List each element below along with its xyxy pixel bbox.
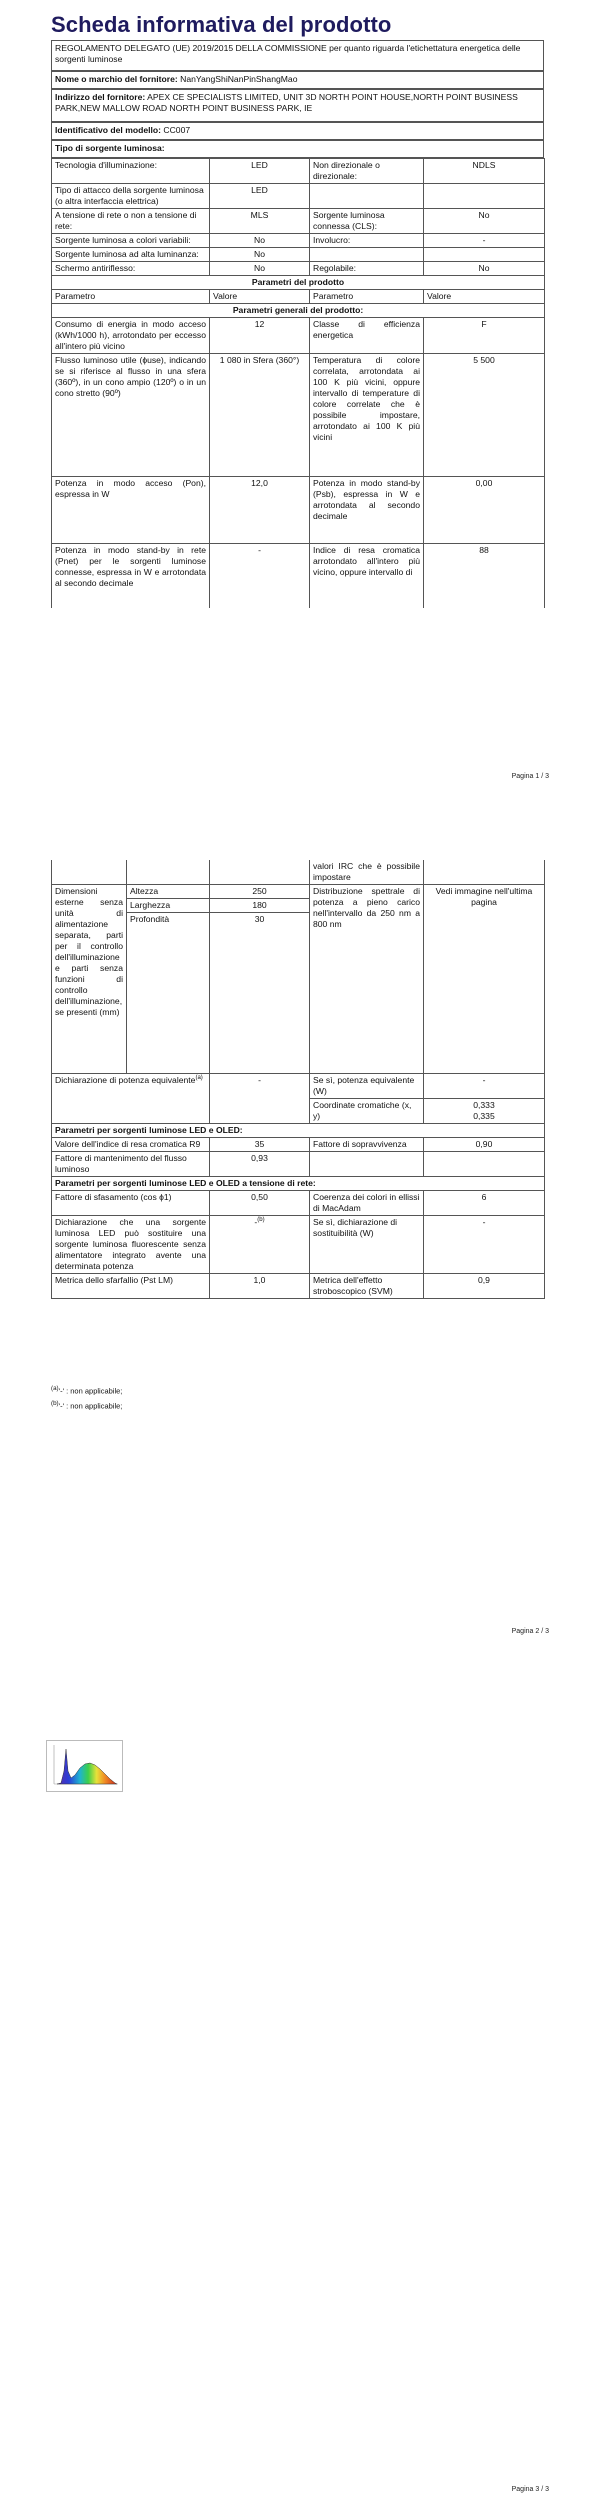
replacement-label: Dichiarazione che una sorgente luminosa LED può sostituire una sorgente luminosa fluorescente senza alimentatore integrato avente una determinata potenza [52, 1216, 210, 1274]
regulation-text: REGOLAMENTO DELEGATO (UE) 2019/2015 DELLA COMMISSIONE per quanto riguarda l'etichettatura energetica delle sorgenti luminose [55, 43, 521, 64]
table-row [52, 860, 545, 885]
table-row [52, 1216, 545, 1274]
table-cell: Consumo di energia in modo acceso (kWh/1000 h), arrotondato per eccesso all'intero più vicino [52, 318, 210, 354]
table-cell: No [210, 234, 310, 248]
params-title: Parametri del prodotto [52, 276, 545, 290]
table-row [52, 184, 545, 209]
footnote-mark: (b) [51, 1400, 59, 1407]
macadam-label: Coerenza dei colori in ellissi di MacAdam [310, 1191, 424, 1216]
chroma-x: 0,333 [473, 1100, 495, 1110]
general-params-continued-table [51, 860, 545, 1299]
table-row [52, 544, 545, 609]
width-label: Larghezza [127, 899, 210, 913]
table-cell: 88 [424, 544, 545, 609]
height-label: Altezza [127, 885, 210, 899]
table-row [52, 1152, 545, 1177]
table-header: Valore [210, 290, 310, 304]
cell-text: Tipo di attacco della sorgente luminosa [55, 185, 204, 195]
chroma-y: 0,335 [473, 1111, 495, 1121]
table-cell: Sorgente luminosa a colori variabili: [52, 234, 210, 248]
spectrum-graphic [47, 1741, 122, 1791]
table-cell [424, 184, 545, 209]
table-cell: Potenza in modo acceso (Pon), espressa in W [52, 477, 210, 544]
table-row [52, 318, 545, 354]
table-cell: 5 500 [424, 354, 545, 477]
table-cell: 12,0 [210, 477, 310, 544]
table-row [52, 477, 545, 544]
svm-value: 0,9 [424, 1274, 545, 1299]
page-3 [0, 1690, 591, 2510]
table-cell: Schermo antiriflesso: [52, 262, 210, 276]
supplier-name: NanYangShiNanPinShangMao [180, 74, 298, 84]
table-header: Parametro [310, 290, 424, 304]
table-row [52, 248, 545, 262]
table-cell: NDLS [424, 159, 545, 184]
footnote-text: '-' : non applicabile; [58, 1386, 123, 1396]
table-cell: valori IRC che è possibile impostare [310, 860, 424, 885]
r9-label: Valore dell'indice di resa cromatica R9 [52, 1138, 210, 1152]
table-cell [424, 1152, 545, 1177]
table-cell [310, 1152, 424, 1177]
table-cell: No [210, 262, 310, 276]
page-1 [0, 0, 591, 793]
footnote-ref: (b) [257, 1217, 265, 1224]
table-row [52, 1138, 545, 1152]
chroma-value [424, 1099, 545, 1124]
table-header: Valore [424, 290, 545, 304]
table-cell: MLS [210, 209, 310, 234]
supplier-address-row [51, 89, 544, 122]
table-cell: Flusso luminoso utile (ɸuse), indicando se si riferisce al flusso in una sfera (360º), in un cono ampio (120º) o in un cono stretto (90º) [52, 354, 210, 477]
table-cell [210, 1216, 310, 1274]
maintenance-value: 0,93 [210, 1152, 310, 1177]
page-number: Pagina 2 / 3 [511, 1628, 549, 1635]
general-params-title: Parametri generali del prodotto: [52, 304, 545, 318]
survival-label: Fattore di sopravvivenza [310, 1138, 424, 1152]
table-cell [52, 184, 210, 209]
footnote-ref: (a) [195, 1075, 203, 1082]
table-row [52, 276, 545, 290]
height-value: 250 [210, 885, 310, 899]
table-cell: F [424, 318, 545, 354]
source-type-table [51, 158, 545, 608]
model-id: CC007 [163, 125, 191, 135]
dimensions-label: Dimensioni esterne senza unità di alimentazione separata, parti per il controllo dell'illuminazione e parti senza funzioni di controllo dell'illuminazione, se presenti (mm) [52, 885, 127, 1074]
table-cell [424, 860, 545, 885]
equiv-w-value: - [424, 1074, 545, 1099]
table-cell: Sorgente luminosa ad alta luminanza: [52, 248, 210, 262]
source-type-title: Tipo di sorgente luminosa: [55, 143, 165, 153]
page-2 [0, 848, 591, 1658]
mains-params-title: Parametri per sorgenti luminose LED e OLED a tensione di rete: [52, 1177, 545, 1191]
supplier-address: APEX CE SPECIALISTS LIMITED, UNIT 3D NORTH POINT HOUSE,NORTH POINT BUSINESS PARK,NEW MALLOW ROAD NORTH POINT BUSINESS PARK, IE [55, 92, 518, 113]
table-row [52, 1177, 545, 1191]
table-cell [424, 248, 545, 262]
table-cell [52, 1074, 210, 1124]
replacement-w-value: - [424, 1216, 545, 1274]
equiv-label: Dichiarazione di potenza equivalente [55, 1075, 196, 1085]
replacement-w-label: Se sì, dichiarazione di sostituibilità (W) [310, 1216, 424, 1274]
table-cell: No [424, 209, 545, 234]
source-type-row [51, 140, 544, 158]
pst-value: 1,0 [210, 1274, 310, 1299]
table-cell: LED [210, 159, 310, 184]
table-cell: - [210, 544, 310, 609]
table-row [52, 1074, 545, 1099]
model-label: Identificativo del modello: [55, 125, 161, 135]
table-cell: A tensione di rete o non a tensione di rete: [52, 209, 210, 234]
table-row [52, 1274, 545, 1299]
table-row [52, 304, 545, 318]
table-cell: 12 [210, 318, 310, 354]
chroma-label: Coordinate cromatiche (x, y) [310, 1099, 424, 1124]
table-cell: No [210, 248, 310, 262]
table-cell [310, 248, 424, 262]
table-row [52, 159, 545, 184]
spd-value: Vedi immagine nell'ultima pagina [424, 885, 545, 1074]
table-cell [310, 184, 424, 209]
power-factor-value: 0,50 [210, 1191, 310, 1216]
cell-text: (o altra interfaccia elettrica) [55, 196, 159, 206]
supplier-name-label: Nome o marchio del fornitore: [55, 74, 178, 84]
supplier-address-label: Indirizzo del fornitore: [55, 92, 146, 102]
table-cell: 1 080 in Sfera (360°) [210, 354, 310, 477]
footnote-text: '-' : non applicabile; [58, 1401, 123, 1411]
table-cell: No [424, 262, 545, 276]
width-value: 180 [210, 899, 310, 913]
spectrum-image [46, 1740, 123, 1792]
equiv-value: - [210, 1074, 310, 1124]
table-cell [127, 860, 210, 885]
table-cell [52, 860, 127, 885]
survival-value: 0,90 [424, 1138, 545, 1152]
table-cell: Sorgente luminosa connessa (CLS): [310, 209, 424, 234]
footnote-mark: (a) [51, 1385, 59, 1392]
svm-label: Metrica dell'effetto stroboscopico (SVM) [310, 1274, 424, 1299]
table-cell: LED [210, 184, 310, 209]
led-params-title: Parametri per sorgenti luminose LED e OLED: [52, 1124, 545, 1138]
depth-label: Profondità [127, 913, 210, 1074]
supplier-name-row [51, 71, 544, 89]
replacement-value: - [254, 1217, 258, 1227]
document-title: Scheda informativa del prodotto [51, 12, 392, 37]
table-cell: 0,00 [424, 477, 545, 544]
table-cell: Non direzionale o direzionale: [310, 159, 424, 184]
r9-value: 35 [210, 1138, 310, 1152]
page-number: Pagina 1 / 3 [511, 773, 549, 780]
footnote-b [51, 1400, 122, 1411]
table-row [52, 290, 545, 304]
footnote-a [51, 1385, 122, 1396]
table-cell: Regolabile: [310, 262, 424, 276]
table-cell: Indice di resa cromatica arrotondato all'intero più vicino, oppure intervallo di [310, 544, 424, 609]
macadam-value: 6 [424, 1191, 545, 1216]
equiv-w-label: Se sì, potenza equivalente (W) [310, 1074, 424, 1099]
maintenance-label: Fattore di mantenimento del flusso luminoso [52, 1152, 210, 1177]
table-row [52, 1191, 545, 1216]
table-cell: - [424, 234, 545, 248]
table-row [52, 885, 545, 899]
depth-value: 30 [210, 913, 310, 1074]
table-cell: Classe di efficienza energetica [310, 318, 424, 354]
table-cell: Potenza in modo stand-by (Psb), espressa in W e arrotondata al secondo decimale [310, 477, 424, 544]
table-cell: Temperatura di colore correlata, arrotondata ai 100 K più vicini, oppure intervallo di temperature di colore correlate che è possibile impostare, arrotondato ai 100 K più vicini [310, 354, 424, 477]
table-cell [210, 860, 310, 885]
table-row [52, 209, 545, 234]
regulation-row [51, 40, 544, 71]
table-row [52, 262, 545, 276]
page-number: Pagina 3 / 3 [511, 2486, 549, 2493]
table-cell: Tecnologia d'illuminazione: [52, 159, 210, 184]
table-row [52, 1124, 545, 1138]
table-row [52, 354, 545, 477]
table-cell: Potenza in modo stand-by in rete (Pnet) per le sorgenti luminose connesse, espressa in W e arrotondata al secondo decimale [52, 544, 210, 609]
pst-label: Metrica dello sfarfallio (Pst LM) [52, 1274, 210, 1299]
table-row [52, 234, 545, 248]
spd-label: Distribuzione spettrale di potenza a pieno carico nell'intervallo da 250 nm a 800 nm [310, 885, 424, 1074]
power-factor-label: Fattore di sfasamento (cos ɸ1) [52, 1191, 210, 1216]
model-row [51, 122, 544, 140]
table-cell: Involucro: [310, 234, 424, 248]
table-header: Parametro [52, 290, 210, 304]
